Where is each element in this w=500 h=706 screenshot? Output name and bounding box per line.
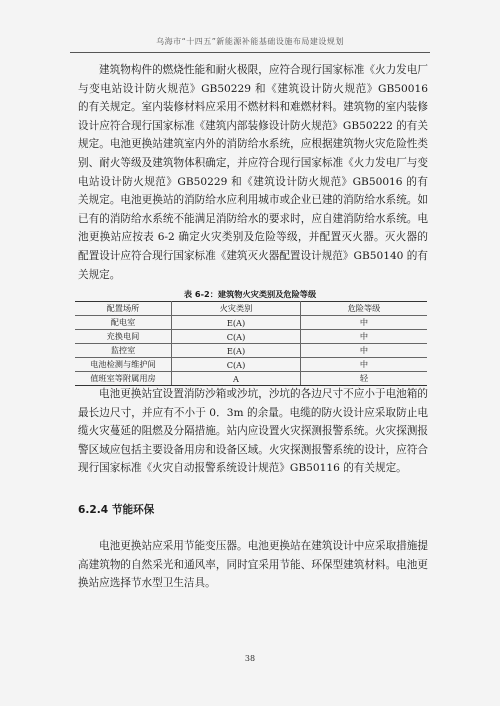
table-cell-hazard-level: 轻 [301,372,428,386]
running-header [70,0,430,53]
table-header-row [75,302,427,316]
table-cell-fire-category: A [172,372,301,386]
table-cell-fire-category: E(A) [172,316,301,330]
table-row [75,316,427,330]
paragraph-energy-saving: 电池更换站应采用节能变压器。电池更换站在建筑设计中应采取措施提高建筑物的自然采光和通风率，同时宜采用节能、环保型建筑材料。电池更换站应选择节水型卫生洁具。 [78,540,428,590]
table-cell-location: 配电室 [75,316,172,330]
column-header-hazard-level: 危险等级 [301,302,428,316]
header-title: 乌海市“十四五”新能源补能基础设施布局建设规划 [156,37,344,46]
table-row [75,358,427,372]
table-row [75,344,427,358]
table-cell-hazard-level: 中 [301,344,428,358]
table-row [75,372,427,386]
table-row [75,330,427,344]
table-cell-location: 值班室等附属用房 [75,372,172,386]
section-heading: 6.2.4 节能环保 [78,504,155,516]
paragraph-fire-alarm: 电池更换站宜设置消防沙箱或沙坑，沙坑的各边尺寸不应小于电池箱的最长边尺寸，并应有不小于 0．3m 的余量。电缆的防火设计应采取防止电缆火灾蔓延的阻燃及分隔措施。站内应设置火灾探测报警系统。火灾探测报警区域应包括主要设备用房和设备区域。火灾探测报警系统的设计，应符合现行国家标准《火灾自动报警系统设计规范》GB50116 的有关规定。 [78,388,428,475]
table-cell-hazard-level: 中 [301,316,428,330]
table-cell-location: 充换电间 [75,330,172,344]
page-number: 38 [244,654,256,663]
table-cell-hazard-level: 中 [301,358,428,372]
table-cell-fire-category: E(A) [172,344,301,358]
fire-category-table [75,301,427,386]
table-cell-location: 电池检测与维护间 [75,358,172,372]
table-cell-location: 监控室 [75,344,172,358]
table-caption: 表 6-2：建筑物火灾类别及危险等级 [183,289,317,299]
table-cell-fire-category: C(A) [172,358,301,372]
table-cell-fire-category: C(A) [172,330,301,344]
column-header-location: 配置场所 [75,302,172,316]
paragraph-building-fire-rating: 建筑物构件的燃烧性能和耐火极限，应符合现行国家标准《火力发电厂与变电站设计防火规范》GB50229 和《建筑设计防火规范》GB50016 的有关规定。室内装修材料应采用不燃材料和难燃材料。建筑物的室内装修设计应符合现行国家标准《建筑内部装修设计防火规范》GB50222 的有关规定。电池更换站建筑室内外的消防给水系统，应根据建筑物火灾危险性类别、耐火等级及建筑物体积确定，并应符合现行国家标准《火力发电厂与变电站设计防火规范》GB50229 和《建筑设计防火规范》GB50016 的有关规定。电池更换站的消防给水应利用城市或企业已建的消防给水系统。如已有的消防给水系统不能满足消防给水的要求时，应自建消防给水系统。电池更换站应按表 6-2 确定火灾类别及危险等级，并配置灭火器。灭火器的配置设计应符合现行国家标准《建筑灭火器配置设计规范》GB50140 的有关规定。 [78,64,428,281]
column-header-fire-category: 火灾类别 [172,302,301,316]
table-cell-hazard-level: 中 [301,330,428,344]
